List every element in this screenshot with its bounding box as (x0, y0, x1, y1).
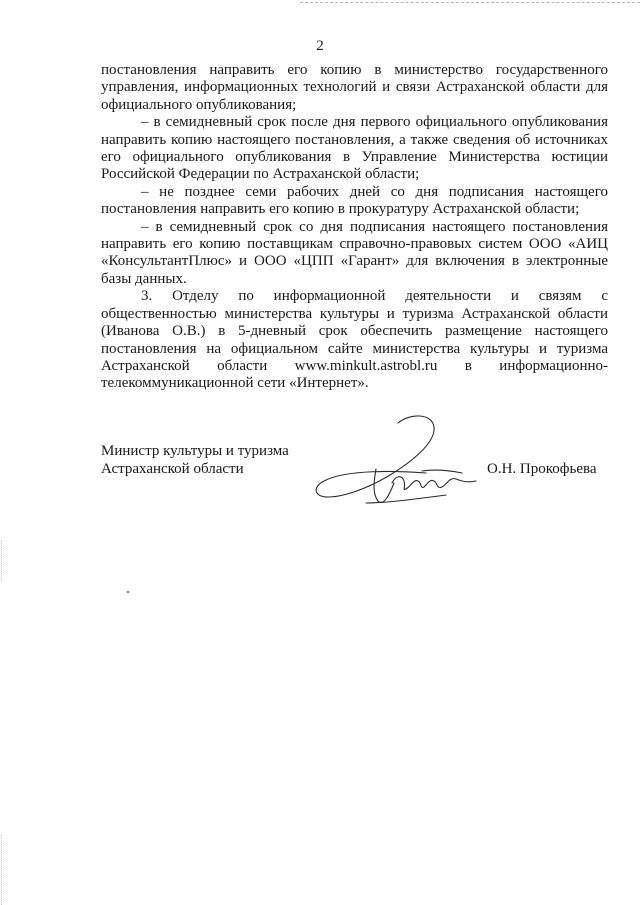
scan-speck (127, 591, 129, 593)
body-text (101, 62, 608, 393)
signer-title-line-1: Министр культуры и туризма (101, 443, 289, 459)
scan-edge-left-lower (1, 835, 2, 905)
scan-edge-top (300, 2, 640, 3)
scan-edge-left (1, 540, 2, 580)
paragraph: 3. Отделу по информационной деятельности и связям с общественностью министерства культуры и туризма Астраханской области (Иванова О.В.) в 5-дневный срок обеспечить размещение настоящего постановления на официальном сайте министерства культуры и туризма Астраханской области www.minkult.astrobl.ru в информационно-телекоммуникационной сети «Интернет». (101, 288, 608, 392)
paragraph: – в семидневный срок после дня первого официального опубликования направить копию настоящего постановления, а также сведения об источниках его официального опубликования в Управление Министерства юстиции Российской Федерации по Астраханской области; (101, 114, 608, 183)
signer-title (101, 443, 289, 478)
paragraph: – не позднее семи рабочих дней со дня подписания настоящего постановления направить его копию в прокуратуру Астраханской области; (101, 183, 608, 218)
page-number: 2 (316, 38, 324, 54)
handwritten-signature (306, 411, 496, 511)
signature-block (101, 443, 608, 523)
signer-name: О.Н. Прокофьева (487, 461, 597, 477)
paragraph: постановления направить его копию в министерство государственного управления, информационных технологий и связи Астраханской области для официального опубликования; (101, 62, 608, 113)
signer-title-line-2: Астраханской области (101, 460, 244, 477)
paragraph: – в семидневный срок со дня подписания настоящего постановления направить его копию поставщикам справочно-правовых систем ООО «АИЦ «КонсультантПлюс» и ООО «ЦПП «Гарант» для включения в электронные базы данных. (101, 218, 608, 287)
